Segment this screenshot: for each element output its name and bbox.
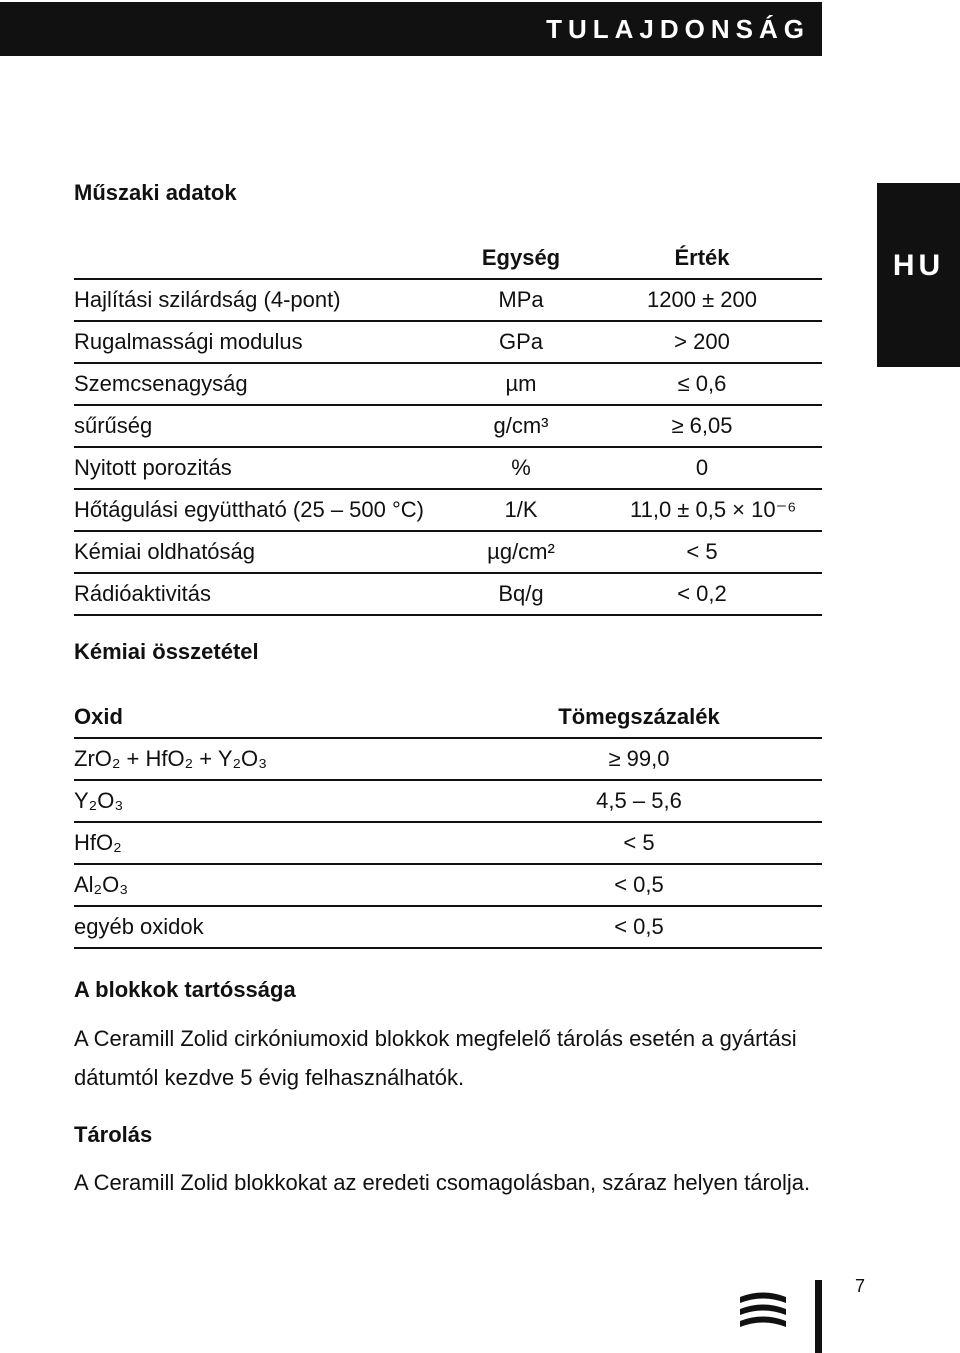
table-row: [74, 532, 822, 574]
table-row: [74, 448, 822, 490]
property-unit: µm: [505, 371, 537, 396]
property-value: > 200: [674, 329, 730, 354]
language-tab: [877, 183, 960, 367]
unit-column-header: Egység: [481, 245, 561, 270]
oxide-name: HfO₂: [74, 830, 122, 855]
header-bar: [0, 2, 822, 56]
table-row: [74, 823, 822, 865]
oxide-name: egyéb oxidok: [74, 914, 204, 939]
table-row: [74, 865, 822, 907]
oxide-percent: < 0,5: [614, 914, 664, 939]
composition-header-row: [74, 697, 822, 739]
table-row: [74, 322, 822, 364]
oxide-percent: < 0,5: [614, 872, 664, 897]
table-row: [74, 364, 822, 406]
tech-data-table: [74, 238, 822, 616]
oxide-name: Y₂O₃: [74, 788, 124, 813]
property-name: sűrűség: [74, 413, 153, 438]
property-name: Rádióaktivitás: [74, 581, 211, 606]
table-row: [74, 280, 822, 322]
tech-data-header-row: [74, 238, 822, 280]
property-name: Nyitott porozitás: [74, 455, 232, 480]
property-unit: g/cm³: [493, 413, 549, 438]
oxide-name: Al₂O₃: [74, 872, 129, 897]
property-unit: µg/cm²: [487, 539, 555, 564]
brand-logo-icon: [738, 1288, 788, 1334]
table-row: [74, 406, 822, 448]
header-title: TULAJDONSÁG: [546, 14, 810, 44]
page-number: 7: [855, 1276, 866, 1296]
property-unit: 1/K: [504, 497, 538, 522]
storage-text: A Ceramill Zolid blokkokat az eredeti csomagolásban, száraz helyen tárolja.: [74, 1170, 811, 1195]
property-value: < 5: [686, 539, 718, 564]
property-unit: GPa: [498, 329, 544, 354]
table-row: [74, 907, 822, 949]
footer-divider: [815, 1280, 822, 1353]
property-value: ≤ 0,6: [677, 371, 727, 396]
value-column-header: Érték: [674, 245, 730, 270]
property-name: Szemcsenagyság: [74, 371, 248, 396]
composition-table: [74, 697, 822, 949]
durability-text: A Ceramill Zolid cirkóniumoxid blokkok megfelelő tárolás esetén a gyártási dátumtól kezdve 5 évig felhasználhatók.: [74, 1026, 797, 1090]
property-name: Hajlítási szilárdság (4-pont): [74, 287, 341, 312]
table-row: [74, 781, 822, 823]
property-unit: %: [511, 455, 531, 480]
property-value: < 0,2: [677, 581, 727, 606]
property-unit: MPa: [498, 287, 544, 312]
oxide-percent: < 5: [623, 830, 655, 855]
composition-title: Kémiai összetétel: [74, 639, 259, 664]
property-value: ≥ 6,05: [671, 413, 733, 438]
oxide-percent: 4,5 – 5,6: [596, 788, 682, 813]
oxide-column-header: Oxid: [74, 704, 123, 729]
oxide-name: ZrO₂ + HfO₂ + Y₂O₃: [74, 746, 268, 771]
oxide-percent: ≥ 99,0: [608, 746, 670, 771]
storage-title: Tárolás: [74, 1122, 153, 1147]
language-tab-label: HU: [892, 249, 945, 282]
table-row: [74, 490, 822, 532]
tech-data-title: Műszaki adatok: [74, 180, 237, 205]
durability-title: A blokkok tartóssága: [74, 977, 296, 1002]
property-value: 1200 ± 200: [647, 287, 757, 312]
property-unit: Bq/g: [498, 581, 544, 606]
property-value: 0: [695, 455, 709, 480]
property-value: 11,0 ± 0,5 × 10⁻⁶: [630, 497, 797, 522]
property-name: Rugalmassági modulus: [74, 329, 303, 354]
property-name: Kémiai oldhatóság: [74, 539, 256, 564]
table-row: [74, 739, 822, 781]
percent-column-header: Tömegszázalék: [558, 704, 720, 729]
property-name: Hőtágulási együttható (25 – 500 °C): [74, 497, 425, 522]
table-row: [74, 574, 822, 616]
